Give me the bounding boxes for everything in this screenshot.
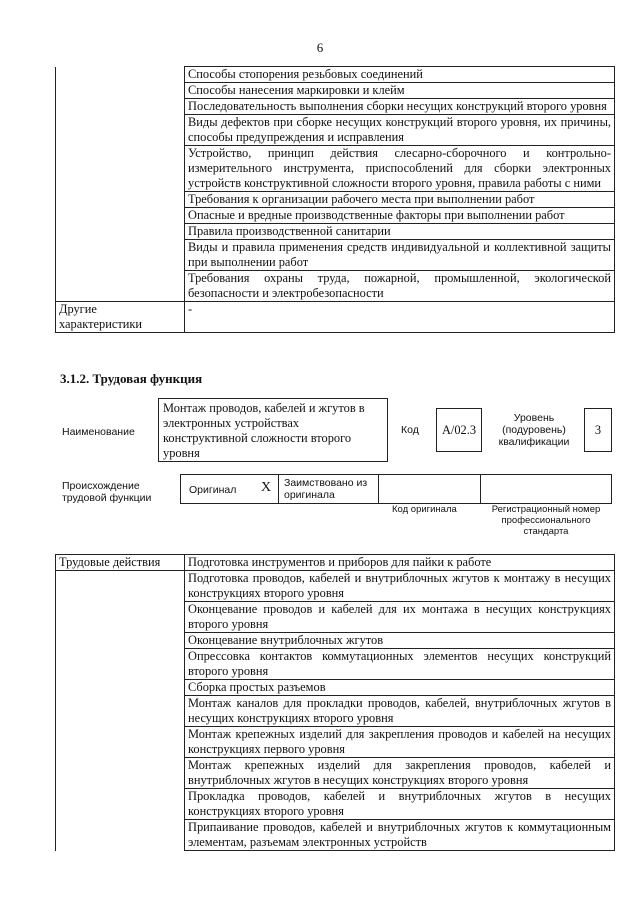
action-row xyxy=(56,633,615,649)
actions-label: Трудовые действия xyxy=(56,555,185,571)
knowledge-item: Правила производственной санитарии xyxy=(185,224,615,240)
knowledge-row xyxy=(56,83,615,99)
knowledge-row xyxy=(56,271,615,302)
knowledge-item: Требования охраны труда, пожарной, промышленной, экологической безопасности и электробезопасности xyxy=(185,271,615,302)
level-value xyxy=(584,408,612,452)
knowledge-item: Способы нанесения маркировки и клейм xyxy=(185,83,615,99)
action-item: Монтаж крепежных изделий для закрепления проводов, кабелей и внутриблочных жгутов в несущих конструкциях второго уровня xyxy=(185,758,615,789)
actions-table xyxy=(55,554,615,851)
action-row xyxy=(56,555,615,571)
origin-label: Происхождение трудовой функции xyxy=(62,480,152,504)
action-item: Оконцевание внутриблочных жгутов xyxy=(185,633,615,649)
action-row xyxy=(56,602,615,633)
name-label: Наименование xyxy=(62,426,135,438)
action-item: Оконцевание проводов и кабелей для их монтажа в несущих конструкциях второго уровня xyxy=(185,602,615,633)
knowledge-row xyxy=(56,115,615,146)
actions-label-cell xyxy=(56,727,185,758)
knowledge-label-cell xyxy=(56,115,185,146)
action-item: Подготовка инструментов и приборов для пайки к работе xyxy=(185,555,615,571)
knowledge-row xyxy=(56,240,615,271)
actions-label-cell xyxy=(56,633,185,649)
action-item: Опрессовка контактов коммутационных элементов несущих конструкций второго уровня xyxy=(185,649,615,680)
level-label: Уровень (подуровень) квалификации xyxy=(498,412,570,448)
actions-label-cell xyxy=(56,789,185,820)
knowledge-item: Виды дефектов при сборке несущих конструкций второго уровня, их причины, способы предупреждения и исправления xyxy=(185,115,615,146)
action-row xyxy=(56,680,615,696)
actions-label-cell xyxy=(56,571,185,602)
action-row xyxy=(56,727,615,758)
knowledge-label-cell xyxy=(56,67,185,83)
knowledge-item: Способы стопорения резьбовых соединений xyxy=(185,67,615,83)
reg-number-caption: Регистрационный номер профессионального стандарта xyxy=(491,504,601,537)
knowledge-row xyxy=(56,99,615,115)
knowledge-label-cell xyxy=(56,208,185,224)
knowledge-row xyxy=(56,146,615,192)
knowledge-label-cell xyxy=(56,240,185,271)
origin-row xyxy=(180,474,612,504)
actions-label-cell xyxy=(56,820,185,851)
knowledge-label-cell xyxy=(56,192,185,208)
actions-label-cell xyxy=(56,680,185,696)
code-label: Код xyxy=(401,424,419,436)
knowledge-label-cell xyxy=(56,83,185,99)
other-characteristics-row xyxy=(56,302,615,333)
actions-label-cell xyxy=(56,758,185,789)
original-mark: X xyxy=(261,480,272,495)
actions-label-cell xyxy=(56,649,185,680)
other-characteristics-label: Другие характеристики xyxy=(56,302,185,333)
action-item: Монтаж крепежных изделий для закрепления проводов и кабелей на несущих конструкциях первого уровня xyxy=(185,727,615,758)
section-heading: 3.1.2. Трудовая функция xyxy=(60,371,203,386)
function-name-value: Монтаж проводов, кабелей и жгутов в электронных устройствах конструктивной сложности второго уровня xyxy=(158,398,388,462)
action-item: Подготовка проводов, кабелей и внутриблочных жгутов к монтажу в несущих конструкциях второго уровня xyxy=(185,571,615,602)
action-row xyxy=(56,789,615,820)
borrowed-label: Заимствовано из оригинала xyxy=(284,477,368,501)
knowledge-row xyxy=(56,192,615,208)
actions-label-cell xyxy=(56,696,185,727)
knowledge-row xyxy=(56,208,615,224)
other-characteristics-value: - xyxy=(185,302,615,333)
action-row xyxy=(56,820,615,851)
action-row xyxy=(56,758,615,789)
page-number: 6 xyxy=(316,40,324,55)
knowledge-row xyxy=(56,67,615,83)
original-label: Оригинал xyxy=(189,484,237,496)
level-value-text: 3 xyxy=(594,422,602,437)
action-item: Прокладка проводов, кабелей и внутриблочных жгутов в несущих конструкциях второго уровня xyxy=(185,789,615,820)
knowledge-label-cell xyxy=(56,99,185,115)
action-item: Сборка простых разъемов xyxy=(185,680,615,696)
knowledge-row xyxy=(56,224,615,240)
action-row xyxy=(56,696,615,727)
knowledge-item: Устройство, принцип действия слесарно-сборочного и контрольно-измерительного инструмента, приспособлений для сборки электронных устройств конструктивной сложности второго уровня, правила работы с ними xyxy=(185,146,615,192)
action-item: Монтаж каналов для прокладки проводов, кабелей, внутриблочных жгутов в несущих конструкциях второго уровня xyxy=(185,696,615,727)
knowledge-table xyxy=(55,66,615,333)
original-code-caption: Код оригинала xyxy=(392,504,457,515)
knowledge-item: Последовательность выполнения сборки несущих конструкций второго уровня xyxy=(185,99,615,115)
knowledge-label-cell xyxy=(56,271,185,302)
knowledge-label-cell xyxy=(56,146,185,192)
knowledge-item: Виды и правила применения средств индивидуальной и коллективной защиты при выполнении работ xyxy=(185,240,615,271)
actions-label-cell xyxy=(56,602,185,633)
action-row xyxy=(56,649,615,680)
code-value-text: А/02.3 xyxy=(441,422,477,437)
code-value xyxy=(436,408,482,452)
knowledge-label-cell xyxy=(56,224,185,240)
knowledge-item: Опасные и вредные производственные факторы при выполнении работ xyxy=(185,208,615,224)
knowledge-item: Требования к организации рабочего места при выполнении работ xyxy=(185,192,615,208)
actions-body xyxy=(56,555,615,851)
action-item: Припаивание проводов, кабелей и внутриблочных жгутов к коммутационным элементам, разъемам электронных устройств xyxy=(185,820,615,851)
knowledge-body xyxy=(56,67,615,333)
action-row xyxy=(56,571,615,602)
